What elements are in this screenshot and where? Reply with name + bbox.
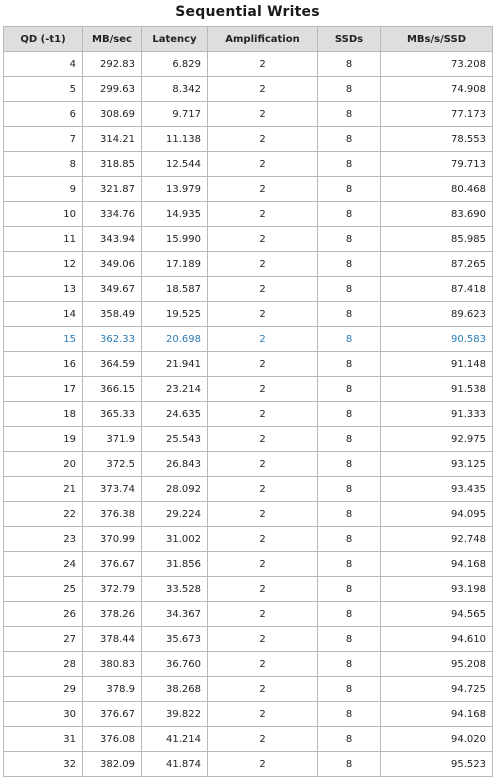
table-row (4, 677, 493, 702)
cell-mb-sec: 308.69 (83, 102, 142, 127)
cell-mb-sec: 372.79 (83, 577, 142, 602)
cell-mb-sec: 371.9 (83, 427, 142, 452)
cell-ssds: 8 (318, 402, 381, 427)
cell-latency: 15.990 (142, 227, 208, 252)
cell-mbs-per-ssd: 91.148 (381, 352, 493, 377)
cell-latency: 17.189 (142, 252, 208, 277)
cell-qd: 30 (4, 702, 83, 727)
cell-latency: 31.856 (142, 552, 208, 577)
table-row (4, 102, 493, 127)
cell-amplification: 2 (208, 702, 318, 727)
cell-ssds: 8 (318, 502, 381, 527)
cell-mb-sec: 318.85 (83, 152, 142, 177)
cell-mb-sec: 349.67 (83, 277, 142, 302)
cell-latency: 20.698 (142, 327, 208, 352)
cell-qd: 15 (4, 327, 83, 352)
table-row (4, 477, 493, 502)
cell-qd: 29 (4, 677, 83, 702)
cell-latency: 31.002 (142, 527, 208, 552)
cell-mbs-per-ssd: 94.725 (381, 677, 493, 702)
cell-amplification: 2 (208, 527, 318, 552)
table-row (4, 52, 493, 77)
cell-amplification: 2 (208, 502, 318, 527)
cell-latency: 38.268 (142, 677, 208, 702)
cell-amplification: 2 (208, 402, 318, 427)
cell-ssds: 8 (318, 227, 381, 252)
table-row (4, 402, 493, 427)
cell-ssds: 8 (318, 252, 381, 277)
cell-mb-sec: 299.63 (83, 77, 142, 102)
cell-qd: 19 (4, 427, 83, 452)
cell-mbs-per-ssd: 79.713 (381, 152, 493, 177)
cell-mbs-per-ssd: 77.173 (381, 102, 493, 127)
cell-mbs-per-ssd: 94.020 (381, 727, 493, 752)
cell-mb-sec: 378.9 (83, 677, 142, 702)
table-row (4, 352, 493, 377)
cell-amplification: 2 (208, 752, 318, 777)
table-row (4, 577, 493, 602)
cell-mb-sec: 376.67 (83, 552, 142, 577)
cell-mbs-per-ssd: 87.265 (381, 252, 493, 277)
column-header-mb-sec: MB/sec (83, 27, 142, 52)
cell-qd: 27 (4, 627, 83, 652)
cell-ssds: 8 (318, 452, 381, 477)
cell-ssds: 8 (318, 277, 381, 302)
cell-qd: 9 (4, 177, 83, 202)
cell-mbs-per-ssd: 91.333 (381, 402, 493, 427)
table-row (4, 452, 493, 477)
cell-mbs-per-ssd: 95.523 (381, 752, 493, 777)
cell-mb-sec: 358.49 (83, 302, 142, 327)
cell-qd: 21 (4, 477, 83, 502)
cell-latency: 8.342 (142, 77, 208, 102)
cell-ssds: 8 (318, 152, 381, 177)
cell-mbs-per-ssd: 93.125 (381, 452, 493, 477)
table-row (4, 702, 493, 727)
cell-mbs-per-ssd: 90.583 (381, 327, 493, 352)
cell-amplification: 2 (208, 477, 318, 502)
cell-ssds: 8 (318, 577, 381, 602)
cell-latency: 11.138 (142, 127, 208, 152)
cell-latency: 6.829 (142, 52, 208, 77)
cell-ssds: 8 (318, 602, 381, 627)
table-row (4, 602, 493, 627)
cell-qd: 16 (4, 352, 83, 377)
cell-latency: 12.544 (142, 152, 208, 177)
column-header-mbs-per-ssd: MBs/s/SSD (381, 27, 493, 52)
table-row (4, 127, 493, 152)
cell-mb-sec: 372.5 (83, 452, 142, 477)
cell-mbs-per-ssd: 92.975 (381, 427, 493, 452)
cell-mbs-per-ssd: 73.208 (381, 52, 493, 77)
cell-latency: 23.214 (142, 377, 208, 402)
column-header-amplification: Amplification (208, 27, 318, 52)
cell-amplification: 2 (208, 577, 318, 602)
cell-mbs-per-ssd: 92.748 (381, 527, 493, 552)
cell-qd: 10 (4, 202, 83, 227)
cell-qd: 22 (4, 502, 83, 527)
cell-mb-sec: 376.67 (83, 702, 142, 727)
cell-qd: 32 (4, 752, 83, 777)
table-body (4, 52, 493, 777)
cell-mb-sec: 362.33 (83, 327, 142, 352)
table-row (4, 252, 493, 277)
table-row (4, 627, 493, 652)
cell-latency: 18.587 (142, 277, 208, 302)
cell-latency: 25.543 (142, 427, 208, 452)
column-header-latency: Latency (142, 27, 208, 52)
cell-amplification: 2 (208, 327, 318, 352)
cell-amplification: 2 (208, 452, 318, 477)
cell-qd: 20 (4, 452, 83, 477)
table-title: Sequential Writes (175, 4, 320, 20)
cell-latency: 28.092 (142, 477, 208, 502)
table-row (4, 527, 493, 552)
cell-mb-sec: 365.33 (83, 402, 142, 427)
table-row (4, 152, 493, 177)
cell-mb-sec: 314.21 (83, 127, 142, 152)
cell-ssds: 8 (318, 652, 381, 677)
cell-mb-sec: 364.59 (83, 352, 142, 377)
cell-qd: 6 (4, 102, 83, 127)
cell-latency: 39.822 (142, 702, 208, 727)
cell-ssds: 8 (318, 102, 381, 127)
cell-mbs-per-ssd: 78.553 (381, 127, 493, 152)
table-row (4, 752, 493, 777)
cell-qd: 8 (4, 152, 83, 177)
column-header-qd: QD (-t1) (4, 27, 83, 52)
cell-latency: 29.224 (142, 502, 208, 527)
cell-qd: 25 (4, 577, 83, 602)
cell-amplification: 2 (208, 227, 318, 252)
table-row (4, 227, 493, 252)
cell-amplification: 2 (208, 52, 318, 77)
cell-ssds: 8 (318, 752, 381, 777)
cell-mbs-per-ssd: 94.610 (381, 627, 493, 652)
cell-amplification: 2 (208, 602, 318, 627)
cell-mbs-per-ssd: 94.565 (381, 602, 493, 627)
cell-qd: 14 (4, 302, 83, 327)
table-row (4, 652, 493, 677)
cell-mb-sec: 373.74 (83, 477, 142, 502)
cell-amplification: 2 (208, 727, 318, 752)
sequential-writes-table (3, 26, 493, 777)
table-row (4, 377, 493, 402)
cell-qd: 23 (4, 527, 83, 552)
cell-ssds: 8 (318, 202, 381, 227)
cell-mb-sec: 378.44 (83, 627, 142, 652)
cell-mb-sec: 376.38 (83, 502, 142, 527)
cell-mbs-per-ssd: 94.095 (381, 502, 493, 527)
table-row (4, 277, 493, 302)
cell-qd: 12 (4, 252, 83, 277)
cell-latency: 35.673 (142, 627, 208, 652)
cell-ssds: 8 (318, 352, 381, 377)
table-row (4, 77, 493, 102)
cell-ssds: 8 (318, 52, 381, 77)
cell-ssds: 8 (318, 377, 381, 402)
cell-latency: 14.935 (142, 202, 208, 227)
cell-ssds: 8 (318, 177, 381, 202)
cell-amplification: 2 (208, 652, 318, 677)
cell-mb-sec: 378.26 (83, 602, 142, 627)
cell-qd: 18 (4, 402, 83, 427)
cell-amplification: 2 (208, 77, 318, 102)
cell-amplification: 2 (208, 352, 318, 377)
cell-qd: 13 (4, 277, 83, 302)
cell-qd: 28 (4, 652, 83, 677)
cell-latency: 34.367 (142, 602, 208, 627)
cell-mbs-per-ssd: 83.690 (381, 202, 493, 227)
cell-mb-sec: 292.83 (83, 52, 142, 77)
cell-mbs-per-ssd: 93.435 (381, 477, 493, 502)
cell-qd: 4 (4, 52, 83, 77)
cell-qd: 5 (4, 77, 83, 102)
cell-mb-sec: 380.83 (83, 652, 142, 677)
cell-ssds: 8 (318, 552, 381, 577)
header-row (4, 27, 493, 52)
cell-qd: 31 (4, 727, 83, 752)
cell-mb-sec: 343.94 (83, 227, 142, 252)
table-row (4, 502, 493, 527)
cell-latency: 24.635 (142, 402, 208, 427)
cell-mbs-per-ssd: 80.468 (381, 177, 493, 202)
cell-latency: 21.941 (142, 352, 208, 377)
cell-mb-sec: 349.06 (83, 252, 142, 277)
table-row (4, 552, 493, 577)
cell-mbs-per-ssd: 89.623 (381, 302, 493, 327)
cell-amplification: 2 (208, 627, 318, 652)
cell-qd: 17 (4, 377, 83, 402)
cell-mb-sec: 370.99 (83, 527, 142, 552)
cell-qd: 26 (4, 602, 83, 627)
cell-mbs-per-ssd: 95.208 (381, 652, 493, 677)
cell-mb-sec: 321.87 (83, 177, 142, 202)
cell-qd: 24 (4, 552, 83, 577)
cell-amplification: 2 (208, 677, 318, 702)
cell-mbs-per-ssd: 85.985 (381, 227, 493, 252)
cell-amplification: 2 (208, 152, 318, 177)
cell-qd: 11 (4, 227, 83, 252)
table-row (4, 202, 493, 227)
cell-mb-sec: 382.09 (83, 752, 142, 777)
cell-amplification: 2 (208, 552, 318, 577)
table-row (4, 302, 493, 327)
cell-ssds: 8 (318, 427, 381, 452)
cell-amplification: 2 (208, 202, 318, 227)
cell-mb-sec: 334.76 (83, 202, 142, 227)
cell-amplification: 2 (208, 427, 318, 452)
cell-amplification: 2 (208, 177, 318, 202)
cell-ssds: 8 (318, 477, 381, 502)
cell-latency: 36.760 (142, 652, 208, 677)
cell-latency: 9.717 (142, 102, 208, 127)
cell-ssds: 8 (318, 527, 381, 552)
cell-qd: 7 (4, 127, 83, 152)
cell-latency: 26.843 (142, 452, 208, 477)
cell-mbs-per-ssd: 93.198 (381, 577, 493, 602)
cell-amplification: 2 (208, 252, 318, 277)
cell-ssds: 8 (318, 302, 381, 327)
cell-ssds: 8 (318, 127, 381, 152)
cell-ssds: 8 (318, 702, 381, 727)
cell-mb-sec: 366.15 (83, 377, 142, 402)
cell-amplification: 2 (208, 277, 318, 302)
table-row (4, 177, 493, 202)
cell-mbs-per-ssd: 74.908 (381, 77, 493, 102)
cell-amplification: 2 (208, 302, 318, 327)
cell-amplification: 2 (208, 127, 318, 152)
cell-mb-sec: 376.08 (83, 727, 142, 752)
cell-ssds: 8 (318, 677, 381, 702)
cell-latency: 33.528 (142, 577, 208, 602)
cell-mbs-per-ssd: 94.168 (381, 702, 493, 727)
column-header-ssds: SSDs (318, 27, 381, 52)
table-row (4, 327, 493, 352)
cell-mbs-per-ssd: 87.418 (381, 277, 493, 302)
cell-ssds: 8 (318, 327, 381, 352)
cell-mbs-per-ssd: 94.168 (381, 552, 493, 577)
cell-latency: 19.525 (142, 302, 208, 327)
cell-mbs-per-ssd: 91.538 (381, 377, 493, 402)
cell-amplification: 2 (208, 377, 318, 402)
cell-ssds: 8 (318, 627, 381, 652)
cell-latency: 41.214 (142, 727, 208, 752)
table-row (4, 427, 493, 452)
cell-latency: 13.979 (142, 177, 208, 202)
cell-latency: 41.874 (142, 752, 208, 777)
cell-amplification: 2 (208, 102, 318, 127)
cell-ssds: 8 (318, 77, 381, 102)
cell-ssds: 8 (318, 727, 381, 752)
